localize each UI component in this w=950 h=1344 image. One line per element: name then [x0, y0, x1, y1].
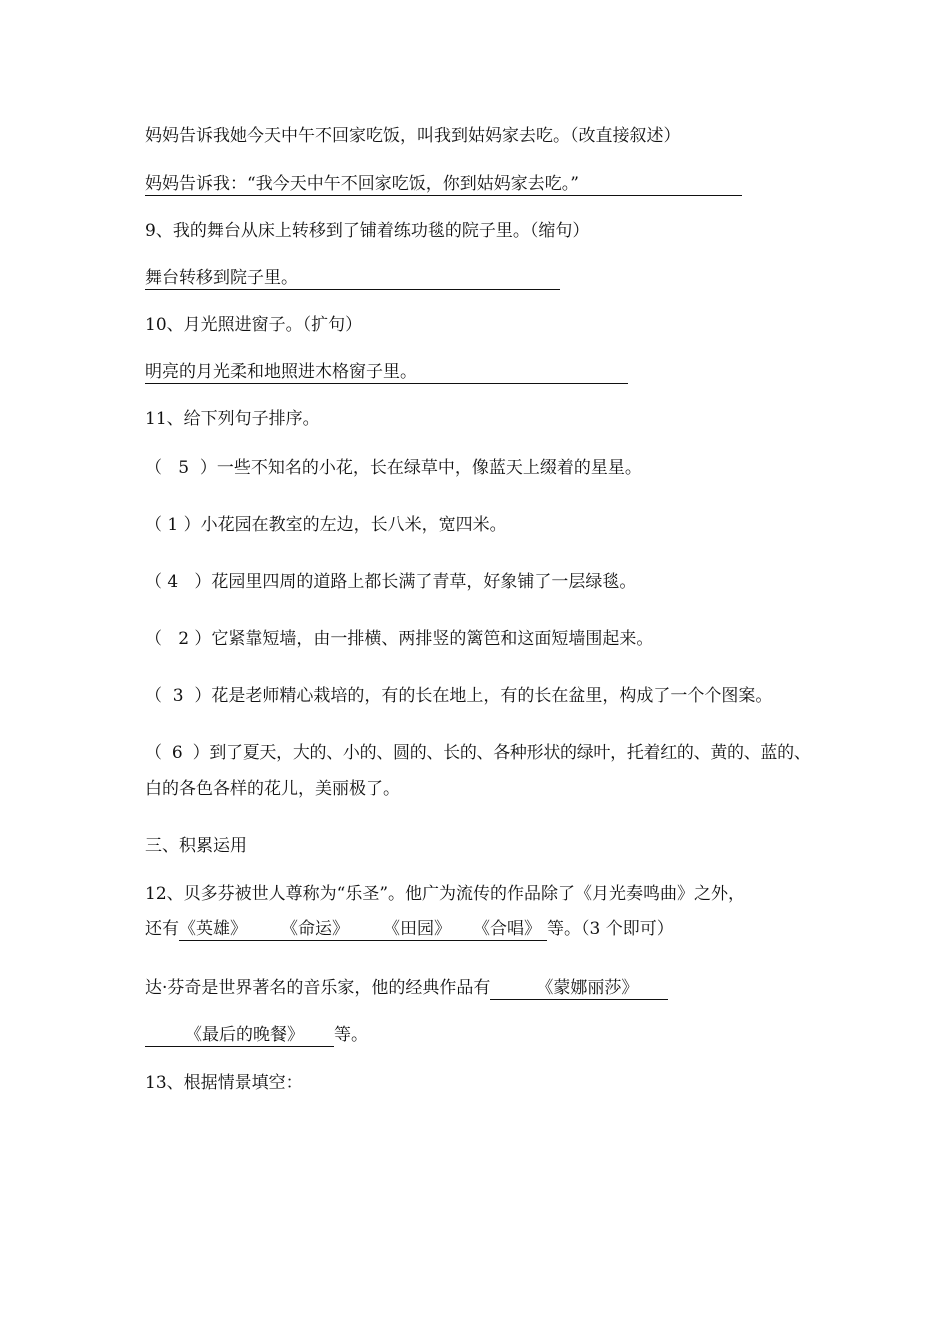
q12-answer-3: 《田园》 — [383, 918, 473, 941]
q10-answer: 明亮的月光柔和地照进木格窗子里。 — [145, 361, 628, 384]
q9-prompt: 9、我的舞台从床上转移到了铺着练功毯的院子里。（缩句） — [145, 221, 590, 241]
q12-answer-2: 《命运》 — [281, 918, 383, 941]
sort-item: （ 1 ）小花园在教室的左边，长八米，宽四米。 — [145, 515, 507, 535]
davinci-prefix: 达·芬奇是世界著名的音乐家，他的经典作品有 — [145, 978, 491, 998]
davinci-answer-1: 《蒙娜丽莎》 — [490, 977, 668, 1000]
q12-davinci-line — [145, 976, 668, 1000]
sort-item: （ 4 ）花园里四周的道路上都长满了青草，好象铺了一层绿毯。 — [145, 572, 637, 592]
q12-line2 — [145, 917, 674, 941]
sort-item: （ 3 ）花是老师精心栽培的，有的长在地上，有的长在盆里，构成了一个个图案。 — [145, 686, 773, 706]
q12-davinci-line2 — [145, 1023, 368, 1047]
q9-answer: 舞台转移到院子里。 — [145, 267, 560, 290]
q12-answer-1: 《英雄》 — [179, 918, 281, 941]
davinci-answer-2: 《最后的晚餐》 — [145, 1024, 334, 1047]
sort-item-continued: 白的各色各样的花儿，美丽极了。 — [145, 779, 400, 799]
q8-answer: 妈妈告诉我：“我今天中午不回家吃饭，你到姑妈家去吃。” — [145, 173, 742, 196]
q11-prompt: 11、给下列句子排序。 — [145, 409, 320, 429]
q12-answer-4: 《合唱》 — [473, 918, 547, 941]
q9-answer-line — [145, 266, 560, 290]
davinci-suffix: 等。 — [334, 1025, 368, 1045]
q8-answer-line — [145, 172, 742, 196]
q12-prefix: 还有 — [145, 919, 179, 939]
sort-item: （ 2 ）它紧靠短墙，由一排横、两排竖的篱笆和这面短墙围起来。 — [145, 629, 654, 649]
sort-item: （ 5 ）一些不知名的小花，长在绿草中，像蓝天上缀着的星星。 — [145, 458, 642, 478]
q10-answer-line — [145, 360, 628, 384]
q8-prompt: 妈妈告诉我她今天中午不回家吃饭，叫我到姑妈家去吃。（改直接叙述） — [145, 126, 681, 146]
q12-line1: 12、贝多芬被世人尊称为“乐圣”。他广为流传的作品除了《月光奏鸣曲》之外， — [145, 884, 746, 904]
section-title: 三、积累运用 — [145, 836, 247, 856]
sort-item: （ 6 ）到了夏天，大的、小的、圆的、长的、各种形状的绿叶，托着红的、黄的、蓝的、 — [145, 743, 811, 763]
q12-suffix: 等。（3 个即可） — [547, 919, 674, 939]
q13-prompt: 13、根据情景填空： — [145, 1073, 303, 1093]
q10-prompt: 10、月光照进窗子。（扩句） — [145, 315, 363, 335]
